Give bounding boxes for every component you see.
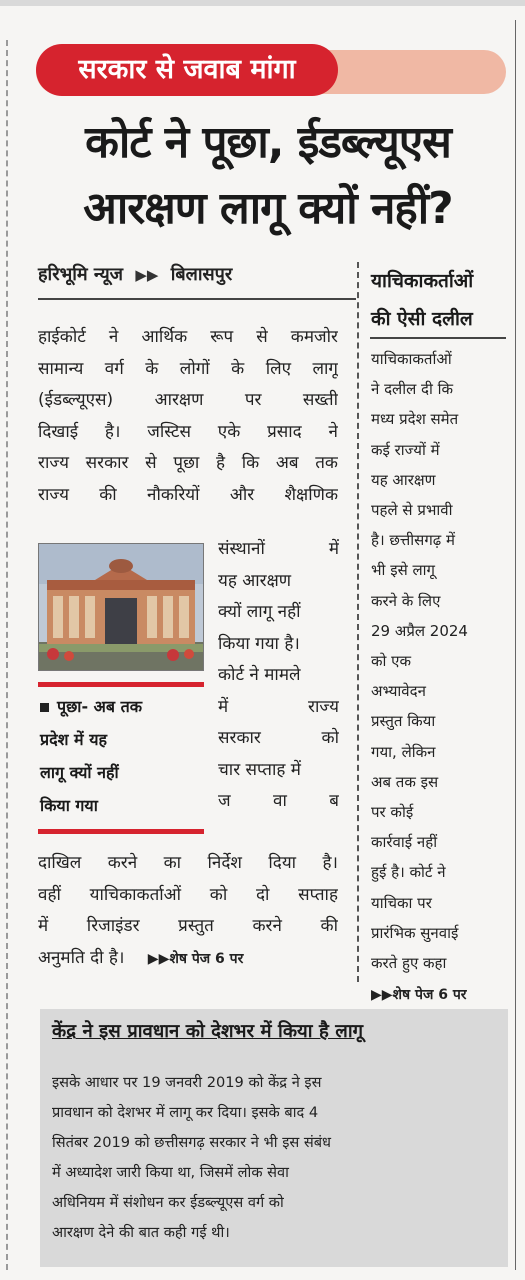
pullquote-line: लागू क्यों नहीं bbox=[40, 763, 119, 782]
info-box-line: प्रावधान को देशभर में लागू कर दिया। इसके बाद 4 bbox=[52, 1104, 319, 1121]
sidebar-title-rule bbox=[370, 337, 506, 339]
sidebar-line: कार्रवाई नहीं bbox=[371, 833, 438, 852]
pullquote-line: किया गया bbox=[40, 796, 98, 815]
sidebar-line: मध्य प्रदेश समेत bbox=[371, 410, 459, 429]
headline-line-2: आरक्षण लागू क्यों नहीं? bbox=[83, 183, 453, 234]
body-line: हाईकोर्ट ने आर्थिक रूप से कमजोर bbox=[38, 327, 338, 347]
body-line: सरकार को bbox=[218, 728, 339, 748]
sidebar-line: यह आरक्षण bbox=[371, 470, 436, 489]
article-body-top bbox=[38, 322, 338, 511]
body-line: सामान्य वर्ग के लोगों के लिए लागू bbox=[38, 358, 338, 379]
pullquote-bottom-rule bbox=[38, 829, 204, 834]
info-box-line: सितंबर 2019 को छत्तीसगढ़ सरकार ने भी इस संबंध bbox=[52, 1134, 332, 1151]
body-line: ज वा ब bbox=[218, 791, 339, 811]
page-top-edge bbox=[0, 0, 525, 6]
sidebar-line: को एक bbox=[371, 652, 411, 671]
sidebar-divider bbox=[357, 262, 359, 982]
body-line: दाखिल करने का निर्देश दिया है। bbox=[38, 853, 338, 873]
left-column-divider bbox=[6, 40, 9, 1270]
body-line: (ईडब्ल्यूएस) आरक्षण पर सख्ती bbox=[38, 390, 338, 410]
sidebar-line: प्रारंभिक सुनवाई bbox=[371, 923, 459, 942]
headline-line-1: कोर्ट ने पूछा, ईडब्ल्यूएस bbox=[85, 117, 451, 168]
info-box-line: इसके आधार पर 19 जनवरी 2019 को केंद्र ने इस bbox=[52, 1074, 322, 1091]
body-line: राज्य सरकार से पूछा है कि अब तक bbox=[38, 453, 338, 473]
body-line: चार सप्ताह में bbox=[218, 759, 301, 780]
sidebar-title bbox=[371, 262, 511, 338]
byline bbox=[38, 262, 358, 286]
pullquote-line: पूछा- अब तक bbox=[57, 697, 142, 716]
byline-rule bbox=[38, 298, 356, 300]
sidebar-line: हुई है। कोर्ट ने bbox=[371, 863, 446, 882]
info-box-text bbox=[52, 1068, 502, 1248]
sidebar-line: भी इसे लागू bbox=[371, 561, 435, 580]
sidebar-line: है। छत्तीसगढ़ में bbox=[371, 531, 455, 550]
sidebar-line: अभ्यावेदन bbox=[371, 682, 426, 701]
pullquote-line: प्रदेश में यह bbox=[40, 730, 107, 749]
info-box-line: आरक्षण देने की बात कही गई थी। bbox=[52, 1224, 230, 1241]
high-court-building-photo bbox=[38, 543, 204, 671]
sidebar-line: कई राज्यों में bbox=[371, 440, 440, 459]
pullquote bbox=[40, 690, 205, 822]
sidebar-line: 29 अप्रैल 2024 bbox=[371, 621, 468, 640]
fast-forward-icon: ▶▶ bbox=[135, 266, 159, 284]
sidebar-title-line: याचिकाकर्ताओं bbox=[371, 270, 474, 292]
body-line: राज्य की नौकरियों और शैक्षणिक bbox=[38, 484, 338, 505]
body-line: दिखाई है। जस्टिस एके प्रसाद ने bbox=[38, 421, 338, 442]
sidebar-line: करने के लिए bbox=[371, 591, 441, 610]
body-line: किया गया है। bbox=[218, 633, 300, 654]
kicker-label: सरकार से जवाब मांगा bbox=[36, 44, 338, 96]
body-line: संस्थानों में bbox=[218, 539, 339, 559]
body-line: में राज्य bbox=[218, 696, 339, 717]
info-box-title: केंद्र ने इस प्रावधान को देशभर में किया है लागू bbox=[52, 1021, 364, 1042]
sidebar-text bbox=[371, 344, 511, 1010]
sidebar-continued-link[interactable]: ▶▶शेष पेज 6 पर bbox=[371, 987, 467, 1004]
body-line: कोर्ट ने मामले bbox=[218, 665, 301, 685]
body-line: में रिजाइंडर प्रस्तुत करने की bbox=[38, 916, 338, 936]
bullet-square-icon bbox=[40, 703, 49, 712]
right-column-divider bbox=[515, 20, 516, 1270]
sidebar-line: पहले से प्रभावी bbox=[371, 501, 453, 520]
article-body-bottom bbox=[38, 848, 338, 975]
sidebar-title-line: की ऐसी दलील bbox=[371, 308, 473, 330]
body-line: अनुमति दी है। bbox=[38, 947, 125, 968]
byline-place: बिलासपुर bbox=[170, 264, 233, 285]
body-last-line bbox=[38, 943, 338, 976]
body-line: वहीं याचिकाकर्ताओं को दो सप्ताह bbox=[38, 884, 338, 905]
sidebar-line: प्रस्तुत किया bbox=[371, 712, 436, 731]
article-body-narrow bbox=[218, 534, 339, 818]
body-line: क्यों लागू नहीं bbox=[218, 602, 301, 622]
continued-on-page-link[interactable]: ▶▶शेष पेज 6 पर bbox=[147, 950, 244, 967]
sidebar-line: करते हुए कहा bbox=[371, 954, 447, 973]
byline-source: हरिभूमि न्यूज bbox=[38, 264, 124, 285]
sidebar-line: गया, लेकिन bbox=[371, 742, 436, 761]
sidebar-line: याचिकाकर्ताओं bbox=[371, 350, 452, 368]
headline bbox=[28, 110, 508, 242]
sidebar-line: अब तक इस bbox=[371, 772, 439, 791]
sidebar-line: याचिका पर bbox=[371, 893, 432, 912]
body-line: यह आरक्षण bbox=[218, 570, 292, 591]
info-box-line: में अध्यादेश जारी किया था, जिसमें लोक सेवा bbox=[52, 1164, 289, 1181]
sidebar-line: पर कोई bbox=[371, 803, 414, 822]
sidebar-line: ने दलील दी कि bbox=[371, 380, 454, 399]
info-box-line: अधिनियम में संशोधन कर ईडब्ल्यूएस वर्ग को bbox=[52, 1194, 284, 1211]
pullquote-top-rule bbox=[38, 682, 204, 687]
